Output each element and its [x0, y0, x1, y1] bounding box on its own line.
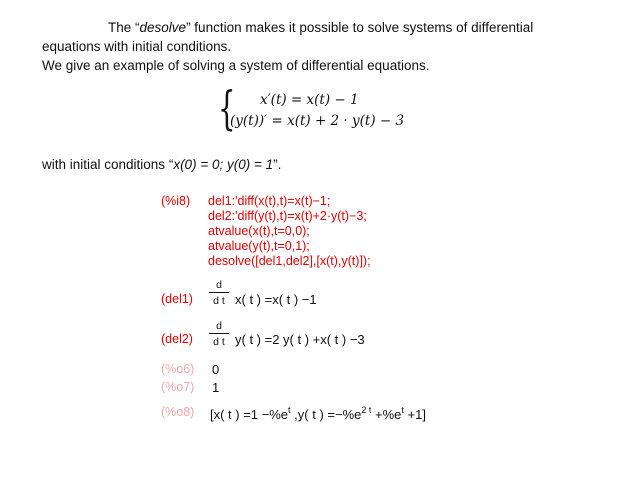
derivative-numerator: d — [216, 320, 222, 332]
initial-text-post: ”. — [273, 157, 282, 172]
result-part-3: +%e — [371, 407, 402, 422]
o7-value: 1 — [212, 380, 220, 395]
derivative-denominator: d t — [213, 295, 225, 307]
del2-expression: y( t ) =2 y( t ) +x( t ) −3 — [235, 332, 365, 347]
intro-text-a: The “ — [108, 20, 140, 35]
result-exp-2: 2 t — [361, 405, 372, 415]
initial-text-pre: with initial conditions “ — [42, 157, 174, 172]
fraction-bar — [209, 333, 229, 334]
result-part-4: +1] — [403, 407, 426, 422]
maxima-input-1: del1:'diff(x(t),t)=x(t)−1; — [208, 194, 331, 208]
maxima-input-3: atvalue(x(t),t=0,0); — [208, 224, 310, 238]
brace-symbol: { — [218, 81, 236, 135]
output-label-del2: (del2) — [161, 332, 193, 346]
maxima-input-4: atvalue(y(t),t=0,1); — [208, 239, 310, 253]
initial-conditions: x(0) = 0; y(0) = 1 — [173, 157, 274, 172]
initial-conditions-line — [42, 155, 592, 174]
del1-expression: x( t ) =x( t ) −1 — [235, 292, 317, 307]
intro-line-2: equations with initial conditions. — [42, 39, 232, 54]
intro-line-3: We give an example of solving a system of differential equations. — [42, 58, 430, 73]
fraction-bar — [209, 292, 229, 293]
maxima-input-5: desolve([del1,del2],[x(t),y(t)]); — [208, 254, 371, 268]
o6-value: 0 — [212, 362, 220, 377]
derivative-numerator: d — [216, 279, 222, 291]
result-exp-3: t — [401, 405, 404, 415]
equation-1: x′(t) = x(t) − 1 — [260, 92, 359, 108]
desolve-result — [210, 405, 426, 422]
equation-system — [218, 81, 405, 135]
output-label-o8: (%o8) — [161, 405, 195, 419]
equation-2: (y(t))′ = x(t) + 2 · y(t) − 3 — [230, 113, 405, 129]
input-label-i8: (%i8) — [161, 194, 191, 208]
derivative-fraction-2 — [209, 320, 229, 348]
desolve-word: desolve — [139, 20, 187, 35]
result-exp-1: t — [288, 405, 291, 415]
output-label-o7: (%o7) — [161, 380, 195, 394]
output-label-del1: (del1) — [161, 292, 193, 306]
intro-text-b: ” function makes it possible to solve systems of differential — [186, 20, 534, 35]
output-label-o6: (%o6) — [161, 362, 195, 376]
derivative-fraction-1 — [209, 279, 229, 307]
result-part-1: [x( t ) =1 −%e — [210, 407, 289, 422]
maxima-input-2: del2:'diff(y(t),t)=x(t)+2·y(t)−3; — [208, 209, 367, 223]
result-part-2: ,y( t ) =−%e — [290, 407, 362, 422]
derivative-denominator: d t — [213, 336, 225, 348]
intro-line-1 — [42, 18, 592, 37]
